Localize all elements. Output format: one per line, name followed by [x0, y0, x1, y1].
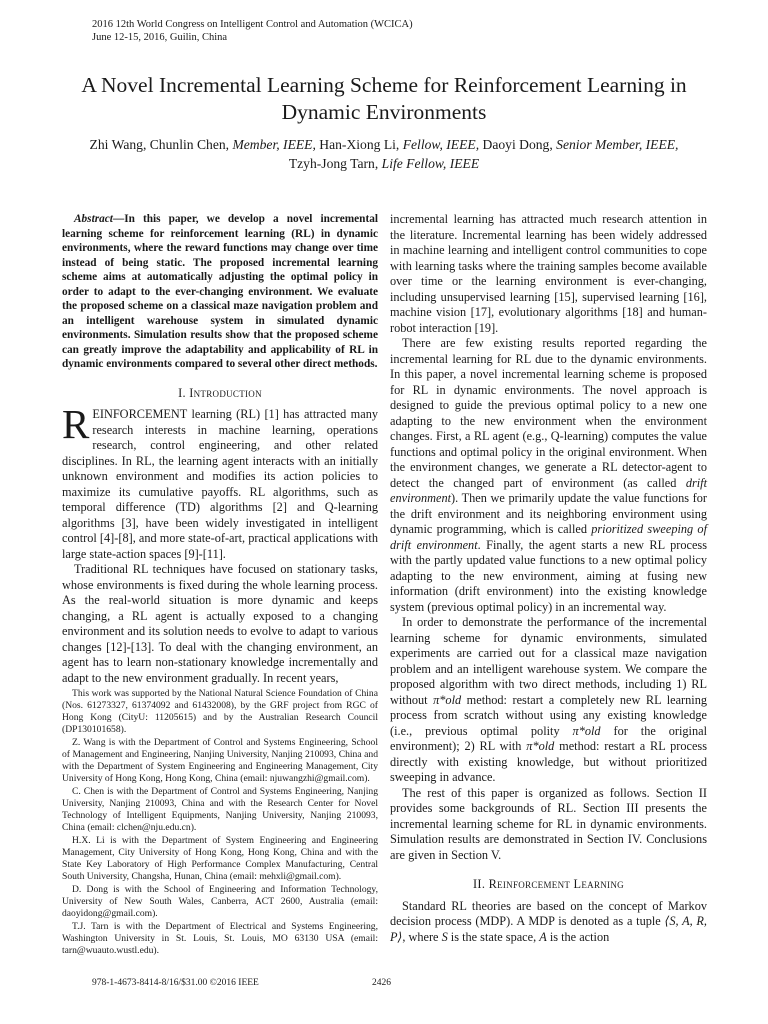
footnote-author-li: H.X. Li is with the Department of System Engineering and Engineering Management, City University of Hong Kong, Hong Kong, China and with the State Key Laboratory of High Performance Complex Manufacturing, Central South University, Changsha, Hunan, China (email: mehxli@gmail.com).: [62, 835, 378, 882]
author-line-1: Zhi Wang, Chunlin Chen, Member, IEEE, Han-Xiong Li, Fellow, IEEE, Daoyi Dong, Senior Member, IEEE,: [89, 137, 679, 152]
conference-header: [92, 18, 413, 44]
right-column: [390, 212, 707, 945]
author-line-2: Tzyh-Jong Tarn, Life Fellow, IEEE: [288, 156, 480, 171]
intro-paragraph-5: In order to demonstrate the performance of the incremental learning scheme for dynamic environments, simulated experiments are carried out for a classical maze navigation problem and an intelligent warehouse system. We compare the proposed algorithm with two direct methods, including 1) RL without π*old method: restart a completely new RL learning process from scratch without using any existing knowledge (i.e., previous optimal polity π*old for the original environment); 2) RL with π*old method: restart a RL process directly with existing knowledge, but without prioritized sweeping in advance.: [390, 615, 707, 784]
intro-paragraph-3: incremental learning has attracted much research attention in the literature. Incremental learning has been widely addressed in machine learning and intelligent control communities to cope with learning tasks where the training samples become available over time or the learning environment is ever-changing, including unsupervised learning [15], supervised learning [16], machine vision [17], evolutionary algorithms [18] and human-robot interaction [19].: [390, 212, 707, 335]
left-column: [62, 212, 378, 686]
footnote-author-tarn: T.J. Tarn is with the Department of Electrical and Systems Engineering, Washington University in St. Louis, St. Louis, MO 63130 USA (email: tarn@wuauto.wustl.edu).: [62, 921, 378, 956]
conference-name: 2016 12th World Congress on Intelligent Control and Automation (WCICA): [92, 19, 413, 30]
page-number: 2426: [372, 978, 391, 988]
math-pi-old: π*old: [433, 692, 462, 707]
footnote-author-wang: Z. Wang is with the Department of Control and Systems Engineering, School of Management and Engineering, Nanjing University, Nanjing 210093, China and with the Department of System Engineering and Engineering Management, City University of Hong Kong, Hong Kong, China (email: njuwangzhi@gmail.com).: [62, 737, 378, 784]
section-heading-introduction: I. Introduction: [178, 385, 262, 400]
section-heading-rl: II. Reinforcement Learning: [473, 877, 624, 891]
math-pi-old: π*old: [572, 723, 601, 738]
footnote-author-chen: C. Chen is with the Department of Control and Systems Engineering, Nanjing University, Nanjing 210093, China and with the Research Center for Novel Technology of Intelligent Equipments, Nanjing University, Nanjing 210093, China (email: clchen@nju.edu.cn).: [62, 786, 378, 833]
abstract-text: —In this paper, we develop a novel incremental learning scheme for reinforcement learning (RL) in dynamic environments, where the reward functions may change over time instead of being static. The proposed incremental learning scheme aims at automatically adjusting the optimal policy in order to adapt to the ever-changing environment. We evaluate the proposed scheme on a classical maze navigation problem and an intelligent warehouse system in simulated dynamic environments. Simulation results show that the proposed scheme can greatly improve the adaptability and applicability of RL in dynamic environments compared to several other direct methods.: [62, 213, 378, 370]
author-list: [40, 135, 728, 173]
footnote-funding: This work was supported by the National Natural Science Foundation of China (Nos. 61273327, 61374092 and 61432008), by the GRF project from RGC of Hong Kong (CityU: 11205615) and by the Australian Research Council (DP130101658).: [62, 688, 378, 735]
math-pi-old: π*old: [526, 739, 555, 753]
intro-paragraph-2: Traditional RL techniques have focused on stationary tasks, whose environments is fixed during the whole learning process. As the real-world situation is more dynamic and keeps changing, a RL agent is actually exposed to a changing environment and its solution needs to evolve to adapt to various changes [12]-[13]. To deal with the changing environment, an agent has to learn non-stationary knowledge incrementally and adapt to the new environment gradually. In recent years,: [62, 562, 378, 685]
intro-paragraph-1: REINFORCEMENT learning (RL) [1] has attracted many research interests in machine learning, operations research, control engineering, and other related disciplines. In RL, the learning agent interacts with an initially unknown environment and modifies its action policies to maximize its cumulative payoffs. RL algorithms, such as temporal difference (TD) algorithms [2] and Q-learning algorithms [3], have been widely investigated in intelligent control [4]-[8], and more state-of-art, practical applications with large state-action spaces [9]-[11].: [62, 401, 378, 561]
footnotes: [62, 688, 378, 958]
intro-paragraph-4: There are few existing results reported regarding the incremental learning for RL due to the dynamic environments. In this paper, a novel incremental learning scheme is proposed for RL in dynamic environments. The novel approach is designed to guide the previous optimal policy to a new one adapting to the new environment when the environment changes. First, a RL agent (e.g., Q-learning) computes the value functions and optimal policy in the original environment. When the environment changes, we generate a RL detector-agent to detect the changed part of environment (as called drift environment). Then we primarily update the value functions for the drift environment and its neighboring environment using dynamic programming, which is called prioritized sweeping of drift environment. Finally, the agent starts a new RL process with the partly updated value functions to a new optimal policy adapting to the new environment, aiming at fusing new information (drift environment) into the existing knowledge system (previous optimal policy) in an incremental way.: [390, 336, 707, 614]
footnote-author-dong: D. Dong is with the School of Engineering and Information Technology, University of New South Wales, Canberra, ACT 2600, Australia (email: daoyidong@gmail.com).: [62, 884, 378, 919]
abstract-label: Abstract: [74, 213, 113, 225]
footer-isbn: 978-1-4673-8414-8/16/$31.00 ©2016 IEEE: [92, 978, 259, 988]
drop-cap: R: [62, 401, 90, 447]
abstract: [62, 212, 378, 372]
conference-dates: June 12-15, 2016, Guilin, China: [92, 32, 228, 43]
intro-paragraph-6: The rest of this paper is organized as follows. Section II provides some backgrounds of RL. Section III presents the incremental learning scheme for RL in dynamic environments. Simulation results are demonstrated in Section IV. Conclusions are given in Section V.: [390, 785, 707, 862]
math-mdp-tuple: ⟨S, A, R, P⟩: [390, 914, 708, 944]
rl-paragraph-1: Standard RL theories are based on the concept of Markov decision process (MDP). A MDP is denoted as a tuple ⟨S, A, R, P⟩, where S is the state space, A is the action: [390, 898, 708, 944]
paper-title: A Novel Incremental Learning Scheme for Reinforcement Learning in Dynamic Environments: [81, 73, 687, 124]
